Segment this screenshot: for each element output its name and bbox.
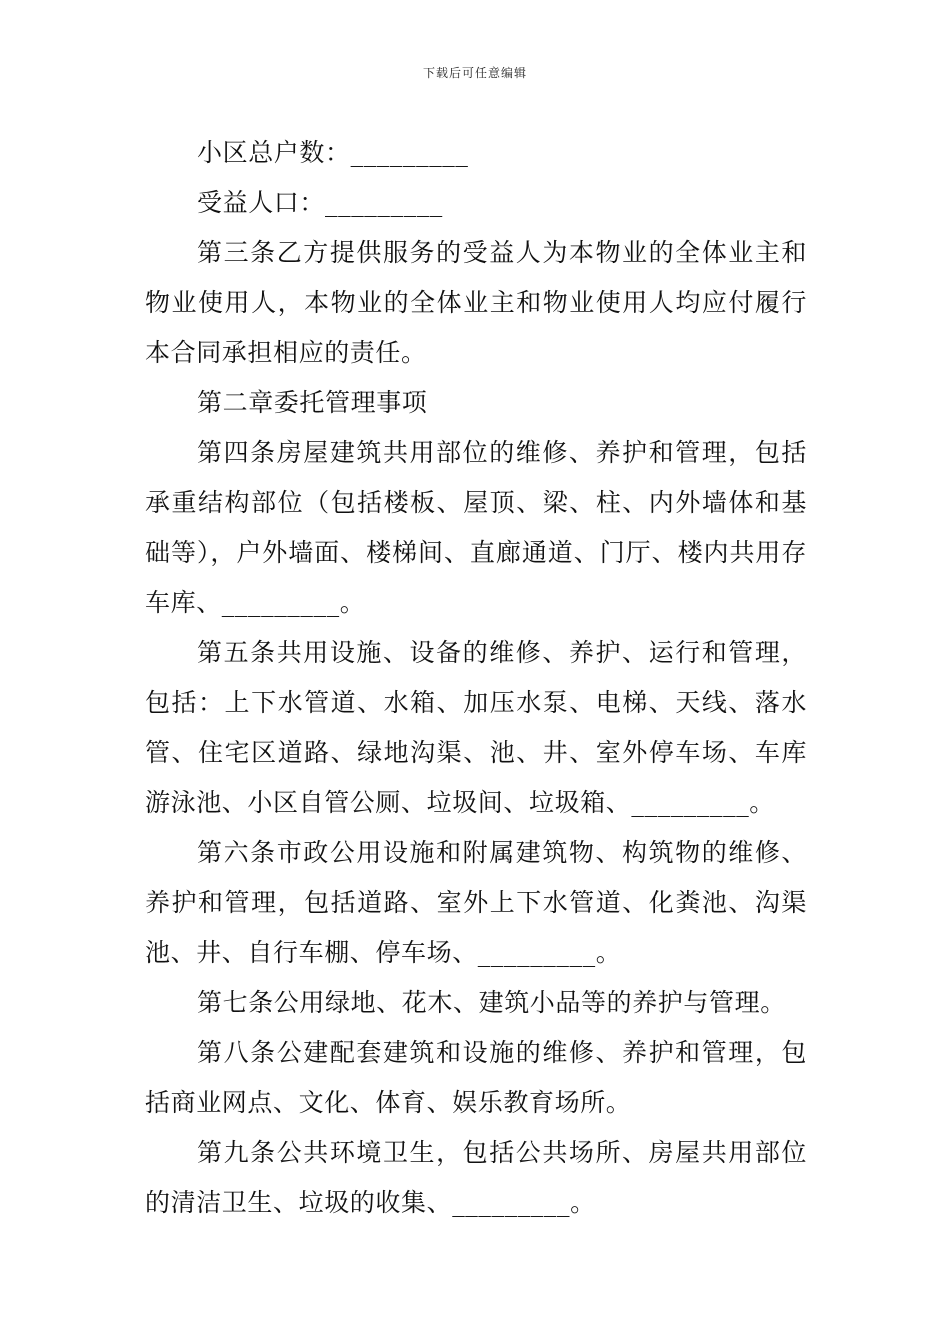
paragraph-article-3: 第三条乙方提供服务的受益人为本物业的全体业主和物业使用人，本物业的全体业主和物业使用人均应付履行本合同承担相应的责任。: [145, 238, 807, 367]
paragraph-beneficiary-population: 受益人口：_________: [197, 188, 443, 217]
document-body: [145, 128, 807, 1228]
chapter-2-heading: 第二章委托管理事项: [197, 388, 428, 417]
paragraph-article-4: 第四条房屋建筑共用部位的维修、养护和管理，包括承重结构部位（包括楼板、屋顶、梁、柱、内外墙体和基础等），户外墙面、楼梯间、直廊通道、门厅、楼内共用存车库、_________。: [145, 438, 807, 617]
paragraph-article-6: 第六条市政公用设施和附属建筑物、构筑物的维修、养护和管理，包括道路、室外上下水管道、化粪池、沟渠池、井、自行车棚、停车场、_________。: [145, 838, 807, 967]
paragraph-article-5: 第五条共用设施、设备的维修、养护、运行和管理，包括：上下水管道、水箱、加压水泵、电梯、天线、落水管、住宅区道路、绿地沟渠、池、井、室外停车场、车库游泳池、小区自管公厕、垃圾间、垃圾箱、_________。: [145, 638, 807, 817]
header-note: 下载后可任意编辑: [422, 66, 527, 80]
paragraph-article-9: 第九条公共环境卫生，包括公共场所、房屋共用部位的清洁卫生、垃圾的收集、_________。: [145, 1138, 807, 1217]
paragraph-article-7: 第七条公用绿地、花木、建筑小品等的养护与管理。: [197, 988, 786, 1017]
paragraph-total-households: 小区总户数：_________: [197, 138, 469, 167]
paragraph-article-8: 第八条公建配套建筑和设施的维修、养护和管理，包括商业网点、文化、体育、娱乐教育场所。: [145, 1038, 807, 1117]
